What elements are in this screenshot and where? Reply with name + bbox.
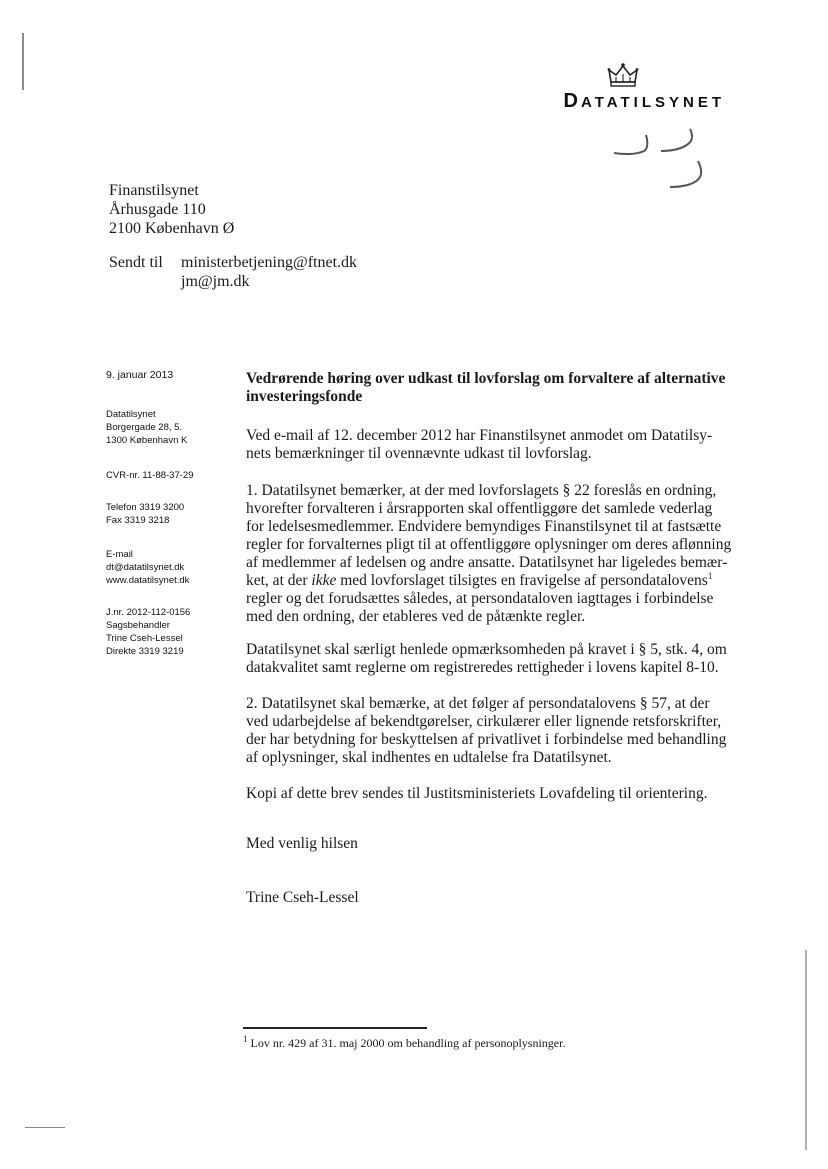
footnote — [243, 1036, 565, 1051]
body-paragraph-3 — [246, 641, 736, 677]
body-line: af oplysninger, skal indhentes en udtalelse fra Datatilsynet. — [246, 749, 612, 766]
body-line: 1. Datatilsynet bemærker, at der med lovforslagets § 22 foreslås en ordning, — [246, 482, 717, 499]
letter-date: 9. januar 2013 — [106, 369, 174, 381]
text-run: med lovforslaget tilsigtes en fravigelse af persondatalovens — [336, 572, 708, 589]
handler-label: Sagsbehandler — [106, 620, 170, 631]
sender-phones — [106, 501, 184, 527]
body-line: for ledelsesmedlemmer. Endvidere bemyndiges Finanstilsynet til at fastsætte — [246, 518, 722, 535]
recipient-street: Århusgade 110 — [109, 201, 206, 218]
body-line: ved udarbejdelse af bekendtgørelser, cirkulærer eller lignende retsforskrifter, — [246, 713, 722, 730]
sender-phone: Telefon 3319 3200 — [106, 502, 185, 513]
body-line: 2. Datatilsynet skal bemærke, at det følger af persondatalovens § 57, at der — [246, 695, 710, 712]
crown-icon — [605, 62, 641, 88]
sender-cvr: CVR-nr. 11-88-37-29 — [106, 470, 194, 481]
body-line: der har betydning for beskyttelsen af privatlivet i forbindelse med behandling — [246, 731, 727, 748]
body-paragraph-4 — [246, 695, 736, 767]
brand-initial: D — [563, 90, 581, 112]
body-line: nets bemærkninger til ovennævnte udkast til lovforslag. — [246, 445, 592, 462]
body-line — [246, 572, 736, 590]
scan-margin-line — [25, 1127, 65, 1128]
sender-website[interactable]: www.datatilsynet.dk — [106, 575, 190, 586]
footnote-text: Lov nr. 429 af 31. maj 2000 om behandling af personoplysninger. — [250, 1036, 566, 1050]
subject-line: Vedrørende høring over udkast til lovforslag om forvaltere af alternative — [246, 370, 726, 387]
sender-address — [106, 408, 187, 447]
body-line: Ved e-mail af 12. december 2012 har Finanstilsynet anmodet om Datatilsy- — [246, 427, 713, 444]
sender-city: 1300 København K — [106, 435, 188, 446]
handwritten-marks — [606, 127, 716, 195]
scan-margin-line — [22, 33, 24, 90]
handler-direct-phone: Direkte 3319 3219 — [106, 646, 184, 657]
sender-contact — [106, 548, 189, 587]
body-line: datakvalitet samt reglerne om registreredes rettigheder i lovens kapitel 8-10. — [246, 659, 719, 676]
recipient-address — [109, 181, 234, 238]
body-line: regler og det forudsættes således, at persondataloven iagttages i forbindelse — [246, 590, 714, 607]
body-line: af medlemmer af ledelsen og andre ansatte. Datatilsynet har ligeledes bemær- — [246, 554, 728, 571]
sent-to-label: Sendt til — [109, 254, 163, 271]
body-line: Datatilsynet skal særligt henlede opmærksomheden på kravet i § 5, stk. 4, om — [246, 641, 727, 658]
body-line: med den ordning, der etableres ved de påtænkte regler. — [246, 608, 586, 625]
sent-to-email[interactable]: jm@jm.dk — [181, 273, 250, 290]
sender-street: Borgergade 28, 5. — [106, 422, 183, 433]
body-line: hvorefter forvalteren i årsrapporten skal offentliggøre det samlede vederlag — [246, 500, 713, 517]
recipient-name: Finanstilsynet — [109, 182, 199, 199]
letter-subject — [246, 370, 736, 406]
body-paragraph-5: Kopi af dette brev sendes til Justitsministeriets Lovafdeling til orientering. — [246, 785, 708, 802]
text-run: ket, at der — [246, 572, 312, 589]
subject-line: investeringsfonde — [246, 388, 363, 405]
case-info — [106, 606, 190, 658]
letterhead-logo — [520, 62, 725, 113]
body-paragraph-2 — [246, 482, 736, 626]
sender-org: Datatilsynet — [106, 409, 156, 420]
emphasis-text: ikke — [311, 572, 337, 589]
body-paragraph-1 — [246, 427, 736, 463]
footnote-reference[interactable]: 1 — [707, 570, 713, 581]
sent-to-email[interactable]: ministerbetjening@ftnet.dk — [181, 254, 358, 271]
body-line: regler for forvalternes pligt til at offentliggøre oplysninger om deres aflønning — [246, 536, 732, 553]
scan-margin-line — [805, 950, 807, 1150]
sender-email[interactable]: dt@datatilsynet.dk — [106, 562, 185, 573]
brand-name — [520, 90, 725, 113]
brand-rest: ATATILSYNET — [581, 94, 725, 111]
footnote-marker: 1 — [243, 1034, 248, 1044]
handler-name: Trine Cseh-Lessel — [106, 633, 183, 644]
email-label: E-mail — [106, 549, 133, 560]
signature-name: Trine Cseh-Lessel — [246, 889, 359, 906]
closing-salutation: Med venlig hilsen — [246, 835, 358, 852]
sent-to-emails — [181, 253, 357, 291]
recipient-city: 2100 København Ø — [109, 220, 235, 237]
sender-fax: Fax 3319 3218 — [106, 515, 170, 526]
journal-number: J.nr. 2012-112-0156 — [106, 607, 191, 618]
footnote-divider — [243, 1027, 427, 1029]
